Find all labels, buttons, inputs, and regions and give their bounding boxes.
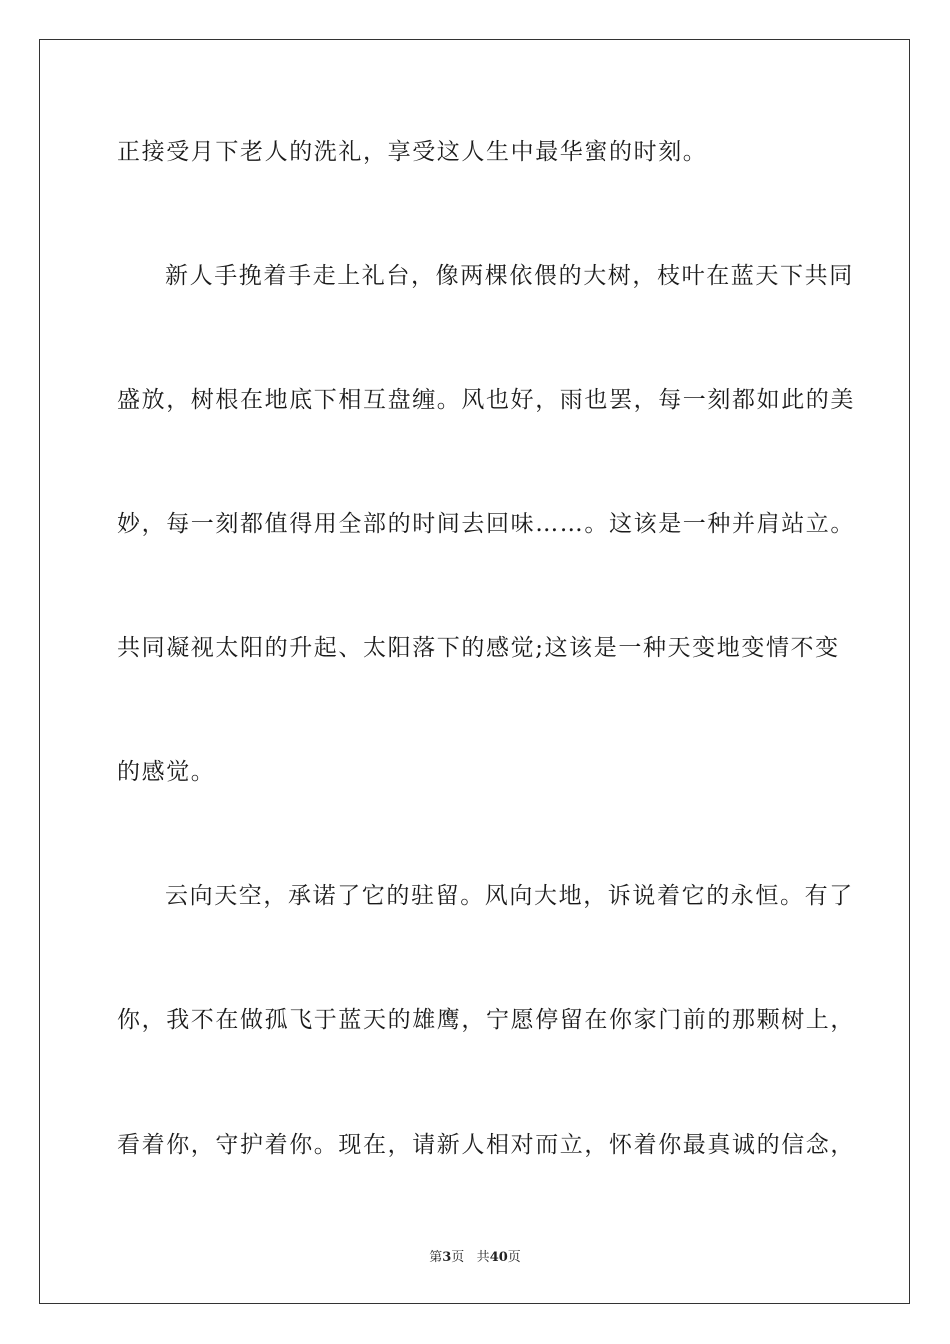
text-line: 新人手挽着手走上礼台，像两棵依偎的大树，枝叶在蓝天下共同 [165,263,854,289]
total-pages: 40 [489,1250,508,1265]
text-line: 妙，每一刻都值得用全部的时间去回味……。这该是一种并肩站立。 [117,511,855,537]
text-line: 盛放，树根在地底下相互盘缠。风也好，雨也罢，每一刻都如此的美 [117,387,855,413]
page-border [39,39,910,1304]
text-line: 的感觉。 [117,759,216,785]
page-footer [0,1249,950,1267]
page-number: 3 [442,1250,452,1265]
text-line: 共同凝视太阳的升起、太阳落下的感觉;这该是一种天变地变情不变 [117,635,840,661]
text-line: 你，我不在做孤飞于蓝天的雄鹰，宁愿停留在你家门前的那颗树上， [117,1007,855,1033]
text-line: 正接受月下老人的洗礼，享受这人生中最华蜜的时刻。 [117,139,708,165]
page-suffix: 页 [451,1250,465,1265]
text-line: 云向天空，承诺了它的驻留。风向大地，诉说着它的永恒。有了 [165,883,854,909]
text-line: 看着你，守护着你。现在，请新人相对而立，怀着你最真诚的信念， [117,1132,855,1158]
total-prefix: 共 [476,1250,490,1265]
total-suffix: 页 [507,1250,521,1265]
page-prefix: 第 [429,1250,443,1265]
